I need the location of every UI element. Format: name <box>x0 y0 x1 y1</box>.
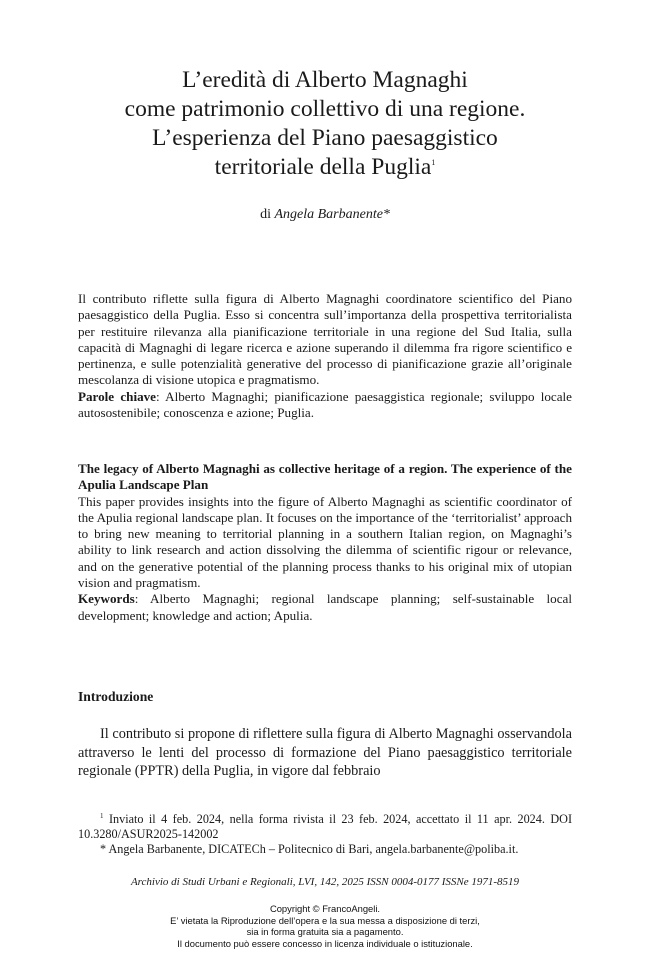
title-line-3: L’esperienza del Piano paesaggistico <box>152 125 498 151</box>
abstract-italian-text: Il contributo riflette sulla figura di Alberto Magnaghi coordinatore scientifico del Piano paesaggistico della Puglia. Esso si concentra sull’importanza della prospettiva territorialista per restituire rilevanza alla pianificazione territoriale in una regione del Sud Italia, sulla capacità di Magnaghi di legare ricerca e azione superando il dilemma fra rigore scientifico e pertinenza, e sulle potenzialità generative del processo di pianificazione grazie all’originale mescolanza di visione utopica e pragmatismo. <box>78 291 572 388</box>
copyright-notice <box>60 903 590 949</box>
keywords-en-list: : Alberto Magnaghi; regional landscape planning; self-sustainable local development; knowledge and action; Apulia. <box>78 591 572 623</box>
title-line-4: territoriale della Puglia <box>214 154 432 180</box>
title-footnote-ref: 1 <box>431 158 436 168</box>
copyright-line-3: sia in forma gratuita sia a pagamento. <box>246 926 404 938</box>
abstract-english-text: This paper provides insights into the figure of Alberto Magnaghi as scientific coordinator of the Apulia regional landscape plan. It focuses on the importance of the ‘territorialist’ approach to bring new meaning to territorial planning in a southern Italian region, on Magnaghi’s ability to link research and action dissolving the dilemma of scientific rigour or relevance, and on the generative potential of the planning process thanks to his original mix of utopian vision and pragmatism. <box>78 493 572 591</box>
footnote-1-text: Inviato il 4 feb. 2024, nella forma rivista il 23 feb. 2024, accettato il 11 apr. 2024. DOI 10.3280/ASUR2025-142002 <box>78 812 573 842</box>
author-line <box>60 206 590 224</box>
author-name: Angela Barbanente* <box>274 207 390 222</box>
abstract-english <box>78 461 572 624</box>
footnotes <box>78 809 572 858</box>
keywords-en-label: Keywords <box>78 591 135 607</box>
copyright-line-2: E’ vietata la Riproduzione dell’opera e la sua messa a disposizione di terzi, <box>170 914 480 926</box>
copyright-line-4: Il documento può essere concesso in licenza individuale o istituzionale. <box>177 937 473 949</box>
title-line-2: come patrimonio collettivo di una regione. <box>124 96 526 122</box>
copyright-line-1: Copyright © FrancoAngeli. <box>269 903 381 914</box>
keywords-it-list: : Alberto Magnaghi; pianificazione paesaggistica regionale; sviluppo locale autosostenibile; conoscenza e azione; Puglia. <box>78 388 572 421</box>
keywords-it-label: Parole chiave <box>78 388 156 404</box>
author-prefix: di <box>260 207 271 222</box>
journal-citation: Archivio di Studi Urbani e Regionali, LVI, 142, 2025 ISSN 0004-0177 ISSNe 1971-8519 <box>130 876 520 888</box>
abstract-italian <box>78 291 572 421</box>
footnote-1-mark: 1 <box>100 812 104 820</box>
title-line-1: L’eredità di Alberto Magnaghi <box>182 67 468 93</box>
footnote-author: * Angela Barbanente, DICATECh – Politecnico di Bari, angela.barbanente@poliba.it. <box>100 842 519 857</box>
intro-paragraph: Il contributo si propone di riflettere sulla figura di Alberto Magnaghi osservandola attraverso le lenti del processo di formazione del Piano paesaggistico territoriale regionale (PPTR) della Puglia, in vigore dal febbraio <box>78 726 572 780</box>
abstract-english-title: The legacy of Alberto Magnaghi as collective heritage of a region. The experience of the Apulia Landscape Plan <box>78 461 572 493</box>
section-heading: Introduzione <box>78 689 154 704</box>
footnote-1 <box>78 809 572 842</box>
article-title <box>60 66 590 182</box>
